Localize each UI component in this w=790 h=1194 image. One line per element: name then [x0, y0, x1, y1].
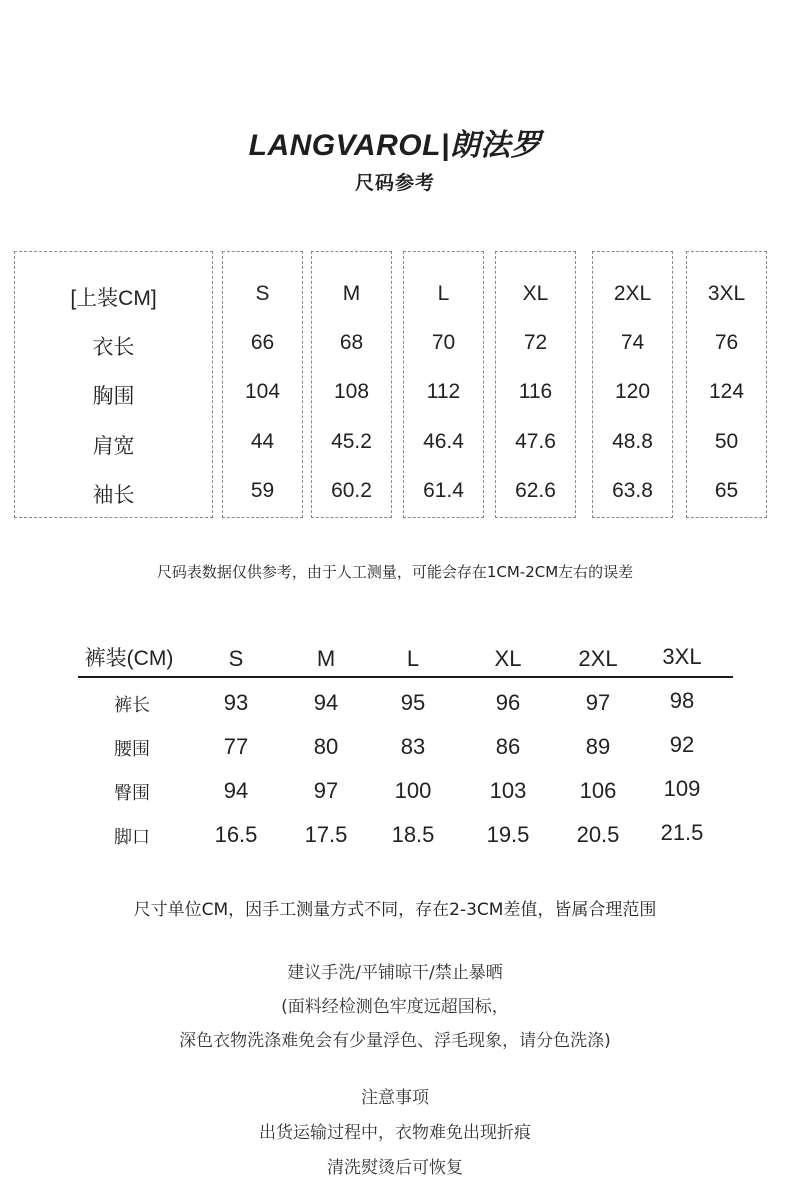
- bottoms-value-cell: 83: [400, 734, 426, 759]
- tops-value-cell: 63.8: [612, 479, 653, 502]
- tops-value-cell: 65: [714, 479, 739, 502]
- bottoms-value-cell: 80: [313, 734, 339, 759]
- tops-value-cell: 104: [244, 380, 281, 403]
- bottoms-size-header: 2XL: [578, 646, 618, 671]
- care-line: 建议手洗/平铺晾干/禁止暴晒: [287, 963, 503, 983]
- tops-measurement-note: 尺码表数据仅供参考，由于人工测量，可能会存在1CM-2CM左右的误差: [156, 563, 634, 581]
- tops-value-cell: 124: [708, 380, 745, 403]
- notice-line: 出货运输过程中，衣物难免出现折痕: [259, 1123, 531, 1143]
- tops-value-cell: 116: [518, 380, 553, 403]
- tops-size-header: XL: [522, 282, 549, 305]
- tops-size-header: L: [437, 282, 450, 305]
- bottoms-value-cell: 103: [489, 778, 527, 803]
- tops-value-cell: 68: [339, 331, 364, 354]
- tops-size-column-l: [403, 251, 484, 518]
- tops-size-header: S: [255, 282, 270, 305]
- bottoms-value-cell: 97: [313, 778, 339, 803]
- tops-size-column-3xl: [686, 251, 767, 518]
- tops-size-header: 2XL: [613, 282, 652, 305]
- tops-size-column-2xl: [592, 251, 673, 518]
- bottoms-row-label: 腰围: [114, 739, 150, 760]
- tops-row-label: 袖长: [92, 484, 135, 507]
- bottoms-value-cell: 17.5: [304, 822, 348, 847]
- tops-size-column-m: [311, 251, 392, 518]
- table-divider: [78, 676, 733, 678]
- tops-value-cell: 59: [250, 479, 275, 502]
- bottoms-row-label: 脚口: [114, 827, 150, 848]
- bottoms-value-cell: 109: [663, 776, 701, 801]
- tops-value-cell: 76: [714, 331, 739, 354]
- bottoms-value-cell: 18.5: [391, 822, 435, 847]
- tops-size-header: M: [342, 282, 361, 305]
- bottoms-value-cell: 92: [669, 732, 695, 757]
- tops-value-cell: 70: [431, 331, 456, 354]
- tops-value-cell: 47.6: [515, 430, 556, 453]
- bottoms-value-cell: 94: [313, 690, 339, 715]
- tops-value-cell: 50: [714, 430, 739, 453]
- care-line: (面料经检测色牢度远超国标，: [281, 997, 509, 1017]
- bottoms-size-header: M: [316, 646, 336, 671]
- care-line: 深色衣物洗涤难免会有少量浮色、浮毛现象，请分色洗涤): [179, 1031, 611, 1051]
- tops-value-cell: 45.2: [331, 430, 372, 453]
- bottoms-value-cell: 100: [394, 778, 432, 803]
- tops-value-cell: 48.8: [612, 430, 653, 453]
- bottoms-value-cell: 97: [585, 690, 611, 715]
- bottoms-value-cell: 86: [495, 734, 521, 759]
- tops-value-cell: 72: [523, 331, 548, 354]
- bottoms-value-cell: 89: [585, 734, 611, 759]
- bottoms-value-cell: 16.5: [214, 822, 258, 847]
- bottoms-value-cell: 20.5: [576, 822, 620, 847]
- tops-size-column-s: [222, 251, 303, 518]
- tops-label-column: [14, 251, 213, 518]
- bottoms-size-header: L: [406, 646, 420, 671]
- bottoms-row-label: 臀围: [114, 783, 150, 804]
- bottoms-value-cell: 77: [223, 734, 249, 759]
- tops-value-cell: 44: [250, 430, 275, 453]
- tops-size-header: 3XL: [707, 282, 746, 305]
- notice-title: 注意事项: [361, 1088, 429, 1108]
- tops-header-label: [上装CM]: [70, 287, 157, 310]
- bottoms-row-label: 裤长: [114, 695, 150, 716]
- bottoms-value-cell: 21.5: [660, 820, 704, 845]
- brand-title: LANGVAROL|朗法罗: [248, 129, 542, 162]
- page-subtitle: 尺码参考: [354, 172, 435, 194]
- tops-value-cell: 108: [333, 380, 370, 403]
- bottoms-value-cell: 93: [223, 690, 249, 715]
- tops-value-cell: 120: [614, 380, 651, 403]
- tops-size-column-xl: [495, 251, 576, 518]
- bottoms-value-cell: 95: [400, 690, 426, 715]
- tops-value-cell: 112: [426, 380, 461, 403]
- tops-row-label: 肩宽: [92, 435, 135, 458]
- bottoms-size-header: S: [228, 646, 244, 671]
- bottoms-header-label: 裤装(CM): [84, 647, 174, 670]
- bottoms-value-cell: 96: [495, 690, 521, 715]
- tops-value-cell: 74: [620, 331, 645, 354]
- tops-value-cell: 66: [250, 331, 275, 354]
- tops-value-cell: 61.4: [423, 479, 464, 502]
- tops-value-cell: 46.4: [423, 430, 464, 453]
- tops-row-label: 胸围: [92, 385, 135, 408]
- tops-row-label: 衣长: [92, 336, 135, 359]
- bottoms-value-cell: 98: [669, 688, 695, 713]
- bottoms-measurement-note: 尺寸单位CM，因手工测量方式不同，存在2-3CM差值，皆属合理范围: [133, 900, 657, 920]
- tops-value-cell: 62.6: [515, 479, 556, 502]
- notice-line: 清洗熨烫后可恢复: [327, 1158, 463, 1178]
- bottoms-value-cell: 19.5: [486, 822, 530, 847]
- bottoms-value-cell: 106: [579, 778, 617, 803]
- bottoms-size-header: 3XL: [662, 644, 702, 669]
- bottoms-value-cell: 94: [223, 778, 249, 803]
- bottoms-size-header: XL: [494, 646, 522, 671]
- tops-value-cell: 60.2: [331, 479, 372, 502]
